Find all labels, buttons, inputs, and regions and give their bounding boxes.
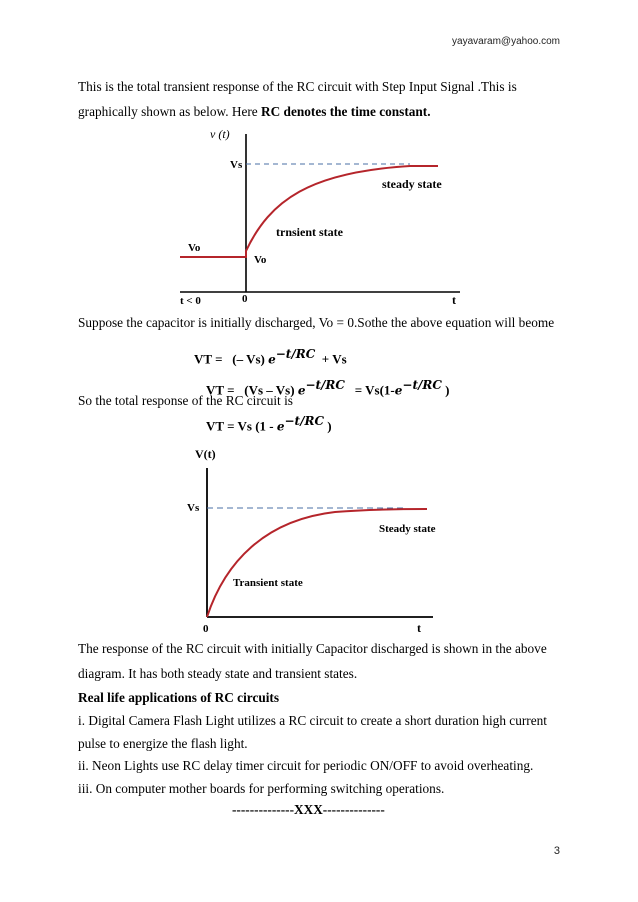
exponent: −t/RC (284, 414, 325, 428)
charging-response-figure (185, 442, 445, 637)
transient-state-label: trnsient state (276, 225, 343, 239)
steady-state-label: steady state (382, 177, 442, 191)
transient-response-figure (170, 120, 480, 310)
y-axis-label: V(t) (195, 447, 216, 461)
paragraph-text: graphically shown as below. Here (78, 104, 262, 119)
list-item-continuation: pulse to energize the flash light. (78, 736, 248, 751)
section-heading: Real life applications of RC circuits (78, 690, 280, 705)
paragraph-line: diagram. It has both steady state and transient states. (78, 666, 358, 681)
equation-term: (– Vs) (232, 351, 265, 367)
equation-term: (Vs – Vs) (244, 382, 295, 398)
origin-label: 0 (203, 623, 209, 635)
paragraph-line: So the total response of the RC circuit is (78, 393, 293, 408)
vo-right-label: Vo (254, 254, 267, 266)
end-marker: --------------XXX-------------- (232, 802, 385, 817)
equation-1 (194, 347, 347, 367)
transient-state-label: Transient state (233, 577, 303, 589)
list-item: iii. On computer mother boards for performing switching operations. (78, 781, 445, 796)
vs-label: Vs (187, 502, 200, 514)
exponential-base: e (394, 383, 403, 398)
steady-state-label: Steady state (379, 523, 436, 535)
t-axis-label: t (452, 293, 456, 307)
origin-label: 0 (242, 293, 248, 305)
exponent: −t/RC (275, 347, 316, 361)
equation-term: = Vs(1- (354, 382, 395, 398)
vo-left-label: Vo (188, 242, 201, 254)
t-negative-label: t < 0 (180, 295, 201, 307)
exponential-base: e (268, 352, 276, 367)
page-number: 3 (553, 845, 560, 857)
list-item: ii. Neon Lights use RC delay timer circuit for periodic ON/OFF to avoid overheating. (78, 758, 534, 773)
exponent: −t/RC (305, 378, 345, 392)
equation-term: ) (445, 382, 450, 398)
paragraph-line: The response of the RC circuit with initially Capacitor discharged is shown in the above (78, 641, 547, 656)
exponential-base: e (276, 419, 285, 434)
y-axis-label: v (t) (210, 127, 230, 141)
exponent: −t/RC (402, 378, 442, 392)
paragraph-line: This is the total transient response of the RC circuit with Step Input Signal .This is (78, 79, 517, 94)
vs-label: Vs (230, 159, 243, 171)
exponential-base: e (297, 383, 306, 398)
equation-lhs: VT = (206, 382, 235, 398)
equation-term: + Vs (321, 351, 347, 367)
equation-lhs: VT = Vs (1 - (206, 418, 274, 434)
equation-term: ) (327, 418, 332, 434)
t-axis-label: t (417, 621, 421, 635)
header-email: yayavaram@yahoo.com (452, 36, 560, 47)
equation-3 (206, 414, 332, 434)
equation-lhs: VT = (194, 351, 223, 367)
paragraph-bold-text: RC denotes the time constant. (261, 104, 431, 119)
paragraph-line: Suppose the capacitor is initially discharged, Vo = 0.Sothe the above equation will beome (78, 315, 555, 330)
list-item: i. Digital Camera Flash Light utilizes a RC circuit to create a short duration high current (78, 713, 547, 728)
